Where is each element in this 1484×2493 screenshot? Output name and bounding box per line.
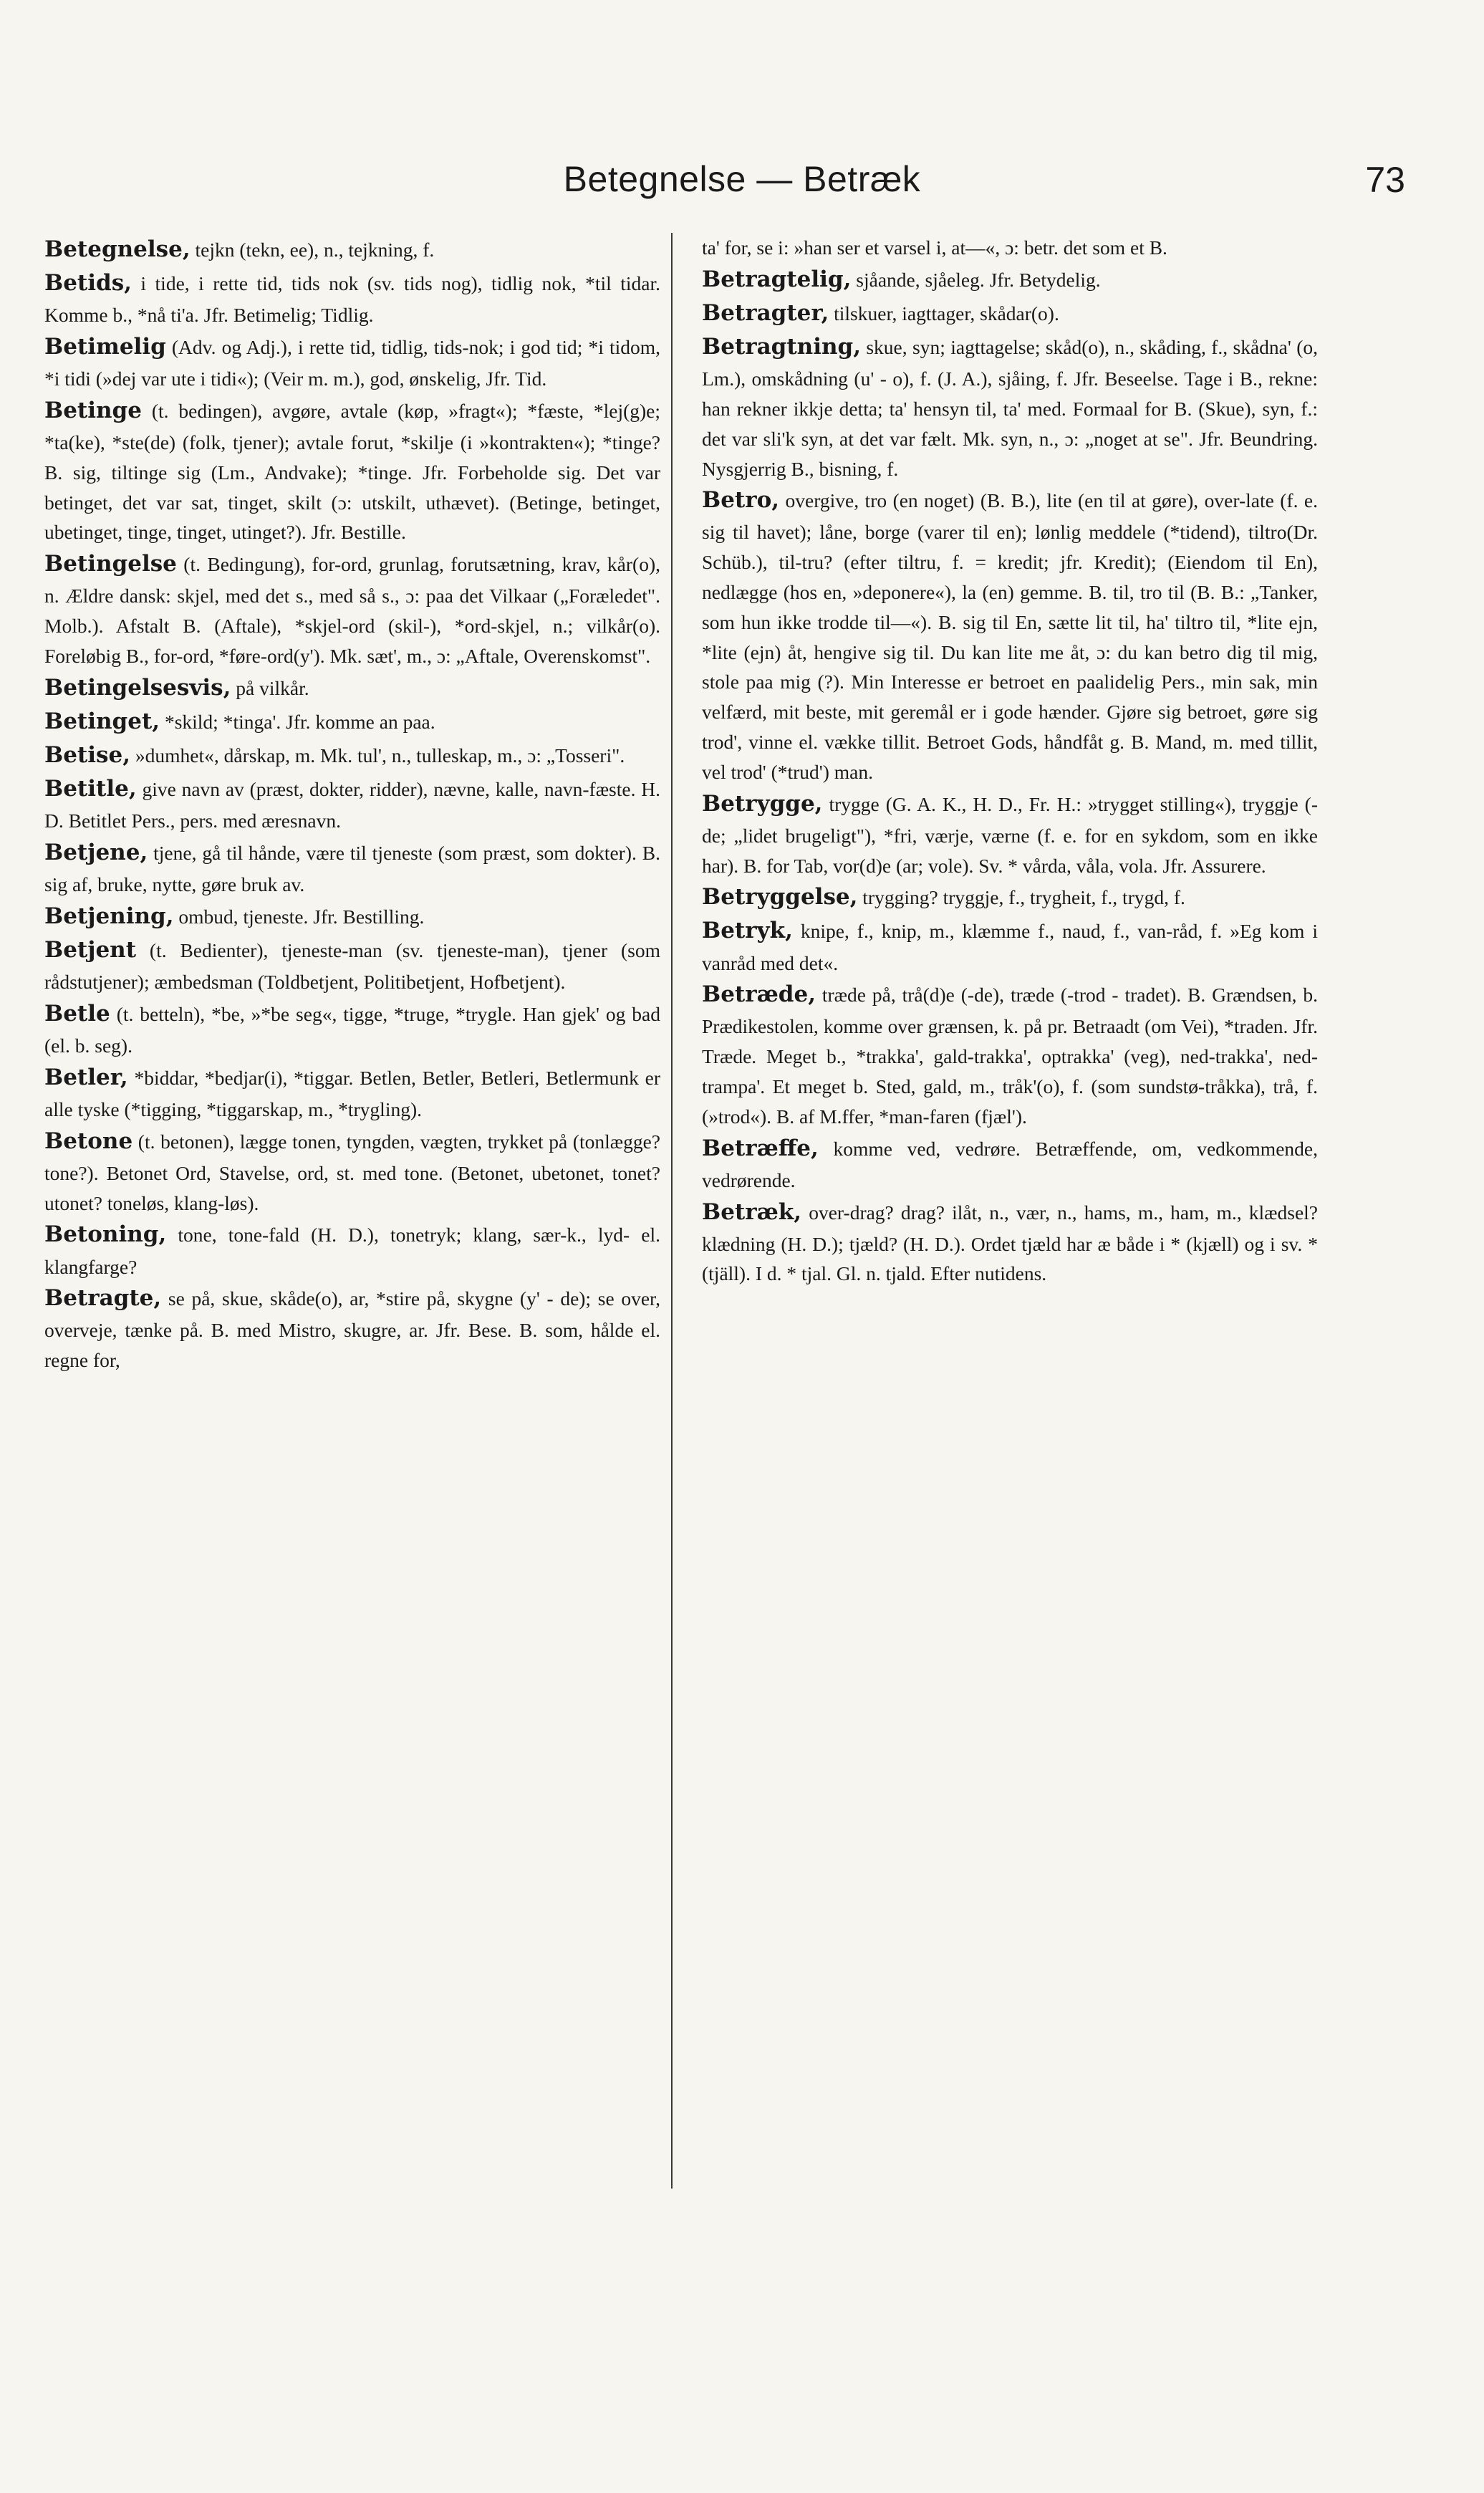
entry-headword: Betinge bbox=[44, 397, 142, 423]
entry-headword: Betræffe, bbox=[702, 1135, 819, 1161]
dictionary-entry bbox=[44, 900, 660, 933]
entry-definition: (t. Bedingung), for-ord, grunlag, forutsætning, krav, kår(o), n. Ældre dansk: skjel, med det s., med så s., ɔ: paa det Vilkaar („Foræledet". Molb.). Afstalt B. (Aftale), *skjel-ord (skil-), *ord-skjel, n.; vilkår(o). Foreløbig B., for-ord, *føre-ord(y'). Mk. sæt', m., ɔ: „Aftale, Overenskomst". bbox=[44, 553, 660, 667]
dictionary-entry bbox=[702, 978, 1318, 1131]
entry-definition: ombud, tjeneste. Jfr. Bestilling. bbox=[173, 905, 425, 928]
entry-definition: trygging? tryggje, f., trygheit, f., trygd, f. bbox=[857, 886, 1185, 909]
entry-definition: komme ved, vedrøre. Betræffende, om, vedkommende, vedrørende. bbox=[702, 1137, 1318, 1191]
entry-definition: se på, skue, skåde(o), ar, *stire på, skygne (y' - de); se over, overveje, tænke på. B. med Mistro, skugre, ar. Jfr. Bese. B. som, hålde el. regne for, bbox=[44, 1287, 660, 1372]
entry-headword: Betro, bbox=[702, 487, 780, 514]
entry-definition: tone, tone-fald (H. D.), tonetryk; klang, sær-k., lyd- el. klangfarge? bbox=[44, 1224, 660, 1278]
entry-headword: Betjene, bbox=[44, 839, 148, 865]
entry-headword: Betingelsesvis, bbox=[44, 674, 231, 701]
entry-headword: Betitle, bbox=[44, 776, 137, 802]
entry-definition: træde på, trå(d)e (-de), træde (-trod - tradet). B. Grændsen, b. Prædikestolen, komme over grænsen, k. på pr. Betraadt (om Vei), *traden. Jfr. Træde. Meget b., *trakka', gald-trakka', optrakka' (veg), ned-trakka', ned-trampa'. Et meget b. Sted, gald, m., tråk'(o), f. (som sundstø-tråkka), trå, f. (»trod«). B. af M.ffer, *man-faren (fjæl'). bbox=[702, 984, 1318, 1128]
running-title: Betegnelse — Betræk bbox=[563, 159, 921, 199]
entry-definition: over-drag? drag? ilåt, n., vær, n., hams, m., ham, m., klædsel? klædning (H. D.); tjæld? (H. D.). Ordet tjæld har æ både i * (kjæll) og i sv. * (tjäll). I d. * tjal. Gl. n. tjald. Efter nutidens. bbox=[702, 1201, 1318, 1285]
entry-headword: Betise, bbox=[44, 741, 130, 768]
entry-headword: Betegnelse, bbox=[44, 236, 191, 262]
dictionary-entry bbox=[44, 933, 660, 997]
entry-definition: tilskuer, iagttager, skådar(o). bbox=[829, 302, 1059, 325]
entry-headword: Betingelse bbox=[44, 551, 177, 577]
entry-definition: *skild; *tinga'. Jfr. komme an paa. bbox=[160, 710, 435, 733]
dictionary-entry bbox=[44, 772, 660, 836]
dictionary-entry bbox=[44, 330, 660, 394]
entry-headword: Betoning, bbox=[44, 1221, 167, 1248]
dictionary-entry bbox=[44, 739, 660, 772]
entry-definition: knipe, f., knip, m., klæmme f., naud, f., van-råd, f. »Eg kom i vanråd med det«. bbox=[702, 920, 1318, 974]
entry-definition: trygge (G. A. K., H. D., Fr. H.: »trygget stilling«), tryggje (-de; „lidet brugeligt"), *fri, værje, værne (f. e. for en sykdom, som en ikke har). B. for Tab, vor(d)e (ar; vole). Sv. * vårda, våla, vola. Jfr. Assurere. bbox=[702, 792, 1318, 877]
entry-definition: (Adv. og Adj.), i rette tid, tidlig, tids-nok; i god tid; *i tidom, *i tidi (»dej var ute i tidi«); (Veir m. m.), god, ønskelig, Jfr. Tid. bbox=[44, 336, 660, 390]
entry-definition: (t. betonen), lægge tonen, tyngden, vægten, trykket på (tonlægge? tone?). Betonet Ord, Stavelse, ord, st. med tone. (Betonet, ubetonet, tonet? utonet? toneløs, klang-løs). bbox=[44, 1130, 660, 1214]
entry-headword: Betle bbox=[44, 1000, 110, 1027]
entry-definition: skue, syn; iagttagelse; skåd(o), n., skåding, f., skådna' (o, Lm.), omskådning (u' - o), f. (J. A.), sjåing, f. Jfr. Beseelse. Tage i B., rekne: han rekner ikkje detta; ta' hensyn til, ta' med. Formaal for B. (Skue), syn, f.: det var sli'k syn, at det var fælt. Mk. syn, n., ɔ: „noget at se". Jfr. Beundring. Nysgjerrig B., bisning, f. bbox=[702, 336, 1318, 480]
entry-definition: på vilkår. bbox=[231, 676, 309, 699]
dictionary-entry bbox=[702, 297, 1318, 330]
entry-definition: i tide, i rette tid, tids nok (sv. tids nog), tidlig nok, *til tidar. Komme b., *nå ti'a. Jfr. Betimelig; Tidlig. bbox=[44, 272, 660, 327]
dictionary-entry bbox=[702, 330, 1318, 484]
entry-headword: Betragter, bbox=[702, 299, 829, 326]
dictionary-entry bbox=[702, 263, 1318, 297]
entry-headword: Betryk, bbox=[702, 918, 793, 944]
entry-definition: »dumhet«, dårskap, m. Mk. tul', n., tulleskap, m., ɔ: „Tosseri". bbox=[130, 744, 625, 767]
entry-headword: Betimelig bbox=[44, 334, 166, 360]
dictionary-entry bbox=[44, 1125, 660, 1219]
entry-headword: Betids, bbox=[44, 270, 132, 297]
entry-headword: Betryggelse, bbox=[702, 884, 858, 911]
entry-headword: Betjent bbox=[44, 936, 137, 963]
page-header bbox=[79, 150, 1405, 208]
dictionary-entry bbox=[702, 1196, 1318, 1289]
entry-definition: give navn av (præst, dokter, ridder), nævne, kalle, navn-fæste. H. D. Betitlet Pers., pers. med æresnavn. bbox=[44, 778, 660, 832]
dictionary-entry bbox=[702, 484, 1318, 787]
dictionary-entry bbox=[44, 233, 660, 266]
dictionary-entry bbox=[44, 1282, 660, 1375]
dictionary-entry bbox=[44, 1061, 660, 1125]
dictionary-entry bbox=[44, 547, 660, 671]
entry-definition: tejkn (tekn, ee), n., tejkning, f. bbox=[190, 239, 435, 261]
right-column bbox=[702, 233, 1318, 2439]
entry-headword: Betragtning, bbox=[702, 334, 861, 360]
dictionary-entry bbox=[44, 1218, 660, 1282]
dictionary-entry bbox=[702, 1132, 1318, 1196]
dictionary-entry bbox=[44, 997, 660, 1061]
dictionary-entry bbox=[44, 266, 660, 330]
entry-headword: Betræk, bbox=[702, 1199, 802, 1225]
dictionary-entry bbox=[44, 394, 660, 547]
column-divider bbox=[671, 233, 673, 2189]
entry-definition: (t. Bedienter), tjeneste-man (sv. tjeneste-man), tjener (som rådstutjener); æmbedsman (Toldbetjent, Politibetjent, Hofbetjent). bbox=[44, 938, 660, 994]
dictionary-entry bbox=[702, 233, 1318, 263]
dictionary-entry bbox=[44, 671, 660, 705]
entry-headword: Betragte, bbox=[44, 1285, 162, 1312]
entry-headword: Betjening, bbox=[44, 903, 174, 929]
entry-headword: Betrygge, bbox=[702, 790, 823, 817]
dictionary-entry bbox=[702, 914, 1318, 978]
entry-headword: Betragtelig, bbox=[702, 266, 852, 292]
page-number: 73 bbox=[1365, 160, 1405, 200]
dictionary-entry bbox=[702, 787, 1318, 881]
entry-definition: ta' for, se i: »han ser et varsel i, at—«, ɔ: betr. det som et B. bbox=[702, 236, 1167, 259]
entry-headword: Betræde, bbox=[702, 981, 816, 1008]
entry-definition: (t. bedingen), avgøre, avtale (køp, »fragt«); *fæste, *lej(g)e; *ta(ke), *ste(de) (folk, tjener); avtale forut, *skilje (i »kontrakten«); *tinge? B. sig, tiltinge sig (Lm., Andvake); *tinge. Jfr. Forbeholde sig. Det var betinget, det var sat, tinget, skilt (ɔ: utskilt, uthævet). (Betinge, betinget, ubetinget, tinge, tinget, utinget?). Jfr. Bestille. bbox=[44, 399, 660, 544]
entry-definition: (t. betteln), *be, »*be seg«, tigge, *truge, *trygle. Han gjek' og bad (el. b. seg). bbox=[44, 1002, 660, 1057]
entry-headword: Betler, bbox=[44, 1064, 128, 1090]
entry-definition: tjene, gå til hånde, være til tjeneste (som præst, som dokter). B. sig af, bruke, nytte, gøre bruk av. bbox=[44, 841, 660, 896]
dictionary-entry bbox=[702, 880, 1318, 914]
entry-definition: overgive, tro (en noget) (B. B.), lite (en til at gøre), over-late (f. e. sig til havet); låne, borge (varer til en); lønlig meddele (*tidend), tiltro(Dr. Schüb.), til-tru? (efter tiltru, f. = kredit; jfr. Kredit); (Eiendom til En), nedlægge (hos en, »deponere«), la (en) gemme. B. til, tro til (B. B.: „Tanker, som hun ikke trodde til—«). B. sig til En, sætte lit til, ha' tiltro til, *lite ejn, *lite (ejn) åt, hengive sig til. Du kan lite me åt, ɔ: du kan betro dig til mig, stole paa mig (?). Min Interesse er betroet en paalidelig Pers., min sak, min velfærd, mit beste, mit geremål er i gode hænder. Gjøre sig betroet, gøre sig trod', vinne el. vække tillit. Betroet Gods, håndfåt g. B. Mand, m. med tillit, vel trod' (*trud') man. bbox=[702, 489, 1318, 783]
dictionary-entry bbox=[44, 705, 660, 739]
entry-headword: Betinget, bbox=[44, 708, 160, 734]
dictionary-entry bbox=[44, 836, 660, 900]
left-column bbox=[44, 233, 660, 2439]
entry-headword: Betone bbox=[44, 1128, 133, 1154]
entry-definition: *biddar, *bedjar(i), *tiggar. Betlen, Betler, Betleri, Betlermunk er alle tyske (*tigging, *tiggarskap, m., *trygling). bbox=[44, 1066, 660, 1120]
entry-definition: sjåande, sjåeleg. Jfr. Betydelig. bbox=[851, 268, 1101, 291]
